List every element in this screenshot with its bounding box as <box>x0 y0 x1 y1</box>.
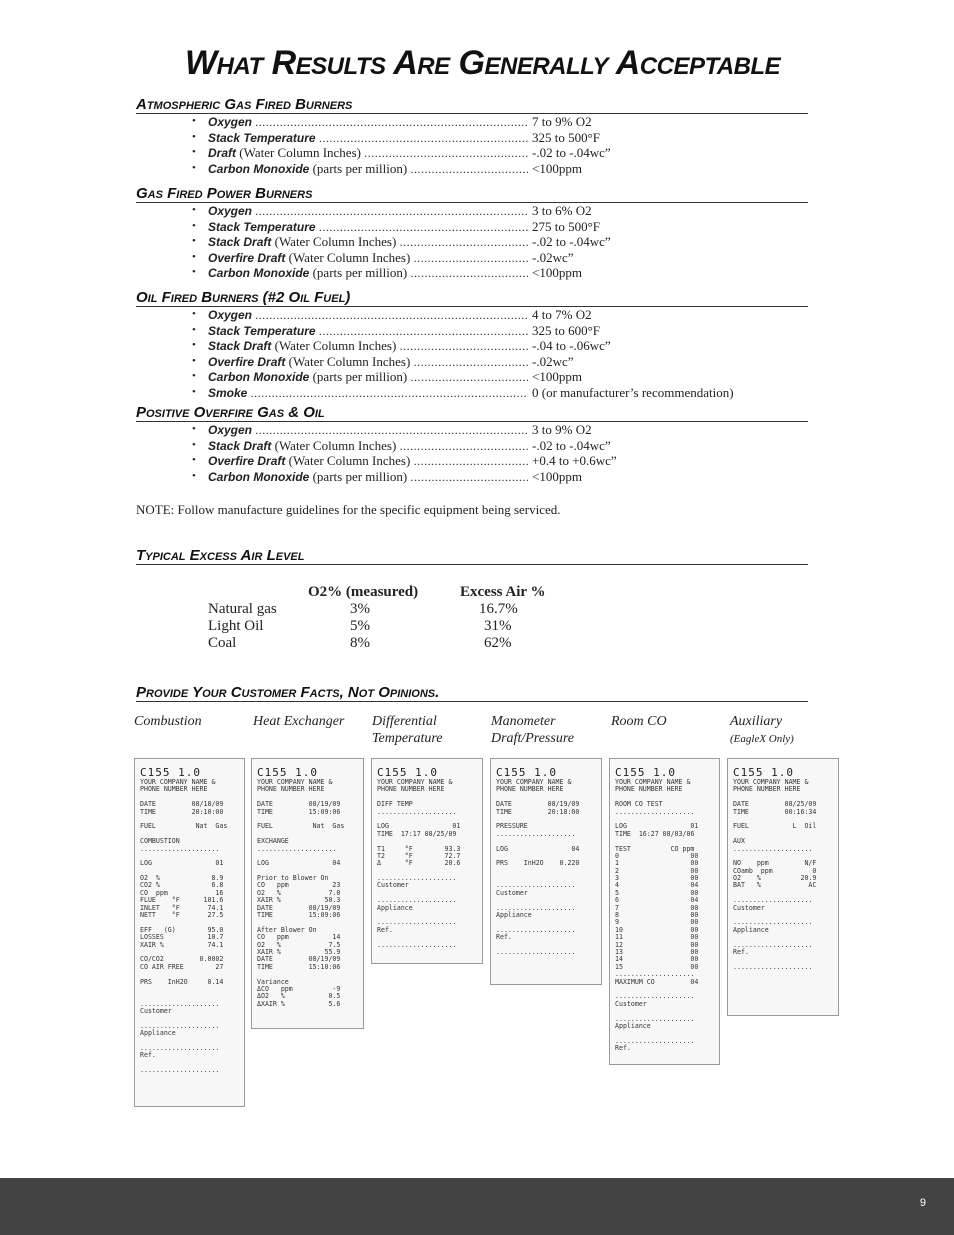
receipt-line: PHONE NUMBER HERE <box>615 785 683 794</box>
receipt-line: DATE 08/19/09 <box>496 800 580 809</box>
receipt-line: FUEL L Oil <box>733 822 817 831</box>
spec-label: Stack Temperature <box>208 219 316 234</box>
receipt-line: FUEL Nat Gas <box>140 822 228 831</box>
receipt-line: XAIR % 74.1 <box>140 940 224 949</box>
receipt-line: Ref. <box>377 925 393 934</box>
bullet-icon: • <box>192 161 196 174</box>
receipt-line: Appliance <box>140 1029 176 1038</box>
receipt-line: PHONE NUMBER HERE <box>377 785 445 794</box>
receipt-room-co <box>609 758 720 1065</box>
receipt-line: 13 00 <box>615 947 699 956</box>
spec-qualifier: (Water Column Inches) <box>271 338 397 353</box>
spec-row <box>136 422 808 438</box>
customer-facts-title: Provide Your Customer Facts, Not Opinions. <box>136 685 808 702</box>
receipt-line: CO2 % 6.8 <box>140 881 224 890</box>
spec-qualifier: (Water Column Inches) <box>271 437 397 453</box>
receipt-line: 11 00 <box>615 933 699 942</box>
receipt-line: O2 % 7.0 <box>257 888 341 897</box>
fuel-cell: Natural gas <box>208 601 277 617</box>
receipt-line: .................... <box>615 807 695 816</box>
spec-label: Overfire Draft <box>208 454 286 468</box>
receipt-differential-temperature <box>371 758 483 964</box>
receipt-line: .................... <box>140 844 220 853</box>
spec-label-line <box>208 265 528 282</box>
receipt-line: XAIR % 50.3 <box>257 896 341 905</box>
spec-label-line <box>208 338 528 355</box>
spec-value: -.02 to -.04wc” <box>532 145 611 160</box>
receipt-line: LOG 01 <box>615 822 699 831</box>
bullet-icon: • <box>192 370 196 382</box>
receipt-line: Customer <box>377 881 409 890</box>
receipt-line: .................... <box>140 1066 220 1075</box>
receipt-line: Ref. <box>496 933 512 942</box>
receipt-line: 15 00 <box>615 962 699 971</box>
receipt-line: Appliance <box>615 1021 651 1030</box>
receipt-line: T1 °F 93.3 <box>377 844 461 853</box>
spec-row <box>136 338 808 354</box>
spec-row <box>136 307 808 323</box>
receipt-line: YOUR COMPANY NAME & <box>140 778 216 786</box>
spec-label: Overfire Draft <box>208 250 286 265</box>
receipt-line: .................... <box>377 807 457 816</box>
receipt-line: Ref. <box>615 1044 631 1053</box>
bullet-icon: • <box>192 235 196 247</box>
spec-value: 4 to 7% O2 <box>532 307 592 322</box>
receipt-line: .................... <box>377 918 457 927</box>
receipt-line: .................... <box>257 844 337 853</box>
bullet-icon: • <box>192 146 196 158</box>
bullet-icon: • <box>192 323 196 336</box>
o2-cell: 5% <box>350 618 370 634</box>
receipt-line: PRESSURE <box>496 822 528 831</box>
spec-label: Smoke <box>208 385 248 400</box>
spec-label-line <box>208 354 528 371</box>
receipt-line: NO ppm N/F <box>733 859 817 868</box>
receipt-line: TIME 15:10:06 <box>257 962 341 971</box>
receipt-line: PRS InH2O 0.220 <box>496 859 580 868</box>
receipt-line: T2 °F 72.7 <box>377 851 461 860</box>
receipt-line: Δ °F 20.6 <box>377 859 461 868</box>
receipt-line: CO/CO2 0.0002 <box>140 955 224 964</box>
spec-value: +0.4 to +0.6wc” <box>532 453 617 468</box>
spec-label-line <box>208 145 528 162</box>
column-heading-differential-temperature: Differential Temperature <box>372 714 443 746</box>
spec-value: -.02 to -.04wc” <box>532 437 611 453</box>
receipt-line: INLET °F 74.1 <box>140 903 224 912</box>
spec-label-line <box>208 130 528 147</box>
receipt-line: AUX <box>733 837 745 846</box>
receipt-line: FUEL Nat Gas <box>257 822 345 831</box>
bullet-icon: • <box>192 438 196 451</box>
service-note: NOTE: Follow manufacture guidelines for the specific equipment being serviced. <box>136 502 561 517</box>
receipt-line: DATE 08/19/09 <box>257 955 341 964</box>
receipt-header: C155 1.0 <box>140 766 201 779</box>
column-heading-auxiliary <box>730 713 794 748</box>
spec-value: <100ppm <box>532 265 582 280</box>
excess-cell: 31% <box>484 618 512 634</box>
spec-value: 3 to 9% O2 <box>532 422 592 437</box>
bullet-icon: • <box>192 385 196 398</box>
receipt-line <box>140 986 239 993</box>
receipt-line: LOG 04 <box>496 844 580 853</box>
spec-label: Draft <box>208 146 237 160</box>
receipt-line: .................... <box>377 874 457 883</box>
column-heading-heat-exchanger: Heat Exchanger <box>253 714 345 729</box>
spec-value: <100ppm <box>532 468 582 484</box>
receipt-line: PHONE NUMBER HERE <box>257 785 325 794</box>
receipt-line: YOUR COMPANY NAME & <box>733 778 809 786</box>
receipt-line: .................... <box>615 1036 695 1045</box>
receipt-line: Customer <box>615 999 647 1008</box>
receipt-line: CO ppm 16 <box>140 888 224 897</box>
receipt-line: .................... <box>377 940 457 949</box>
spec-value: <100ppm <box>532 160 582 176</box>
spec-label: Stack Draft <box>208 438 272 453</box>
spec-value: 0 (or manufacturer’s recommendation) <box>532 384 734 400</box>
receipt-line: TIME 17:17 08/25/09 <box>377 829 457 838</box>
receipt-line: 0 00 <box>615 851 699 860</box>
receipt-line: 12 00 <box>615 940 699 949</box>
receipt-line: O2 % 20.9 <box>733 874 817 883</box>
receipt-line: Prior to Blower On <box>257 874 329 883</box>
fuel-cell: Light Oil <box>208 618 264 634</box>
spec-row <box>136 438 808 454</box>
spec-label: Oxygen <box>208 204 253 218</box>
spec-label: Carbon Monoxide <box>208 161 310 176</box>
receipt-line: YOUR COMPANY NAME & <box>377 778 453 786</box>
spec-label-line <box>208 469 528 486</box>
spec-label-line <box>208 323 528 340</box>
spec-label-line <box>208 161 528 178</box>
spec-label-line <box>208 422 528 439</box>
excess-air-column-header: Excess Air % <box>460 584 546 600</box>
receipt-line: ΔO2 % 0.5 <box>257 992 341 1001</box>
excess-cell: 16.7% <box>479 601 518 617</box>
receipt-line: Ref. <box>140 1051 156 1060</box>
receipt-line: CO ppm 23 <box>257 881 341 890</box>
receipt-line <box>496 868 596 875</box>
spec-label-line <box>208 307 528 324</box>
spec-label-line <box>208 250 528 267</box>
receipt-line: DATE 08/19/09 <box>257 903 341 912</box>
column-heading-combustion: Combustion <box>134 714 202 729</box>
receipt-line: LOSSES 10.7 <box>140 933 224 942</box>
section-title: Oil Fired Burners (#2 Oil Fuel) <box>136 290 808 307</box>
bullet-icon: • <box>192 469 196 482</box>
spec-row <box>136 453 808 469</box>
spec-qualifier: (Water Column Inches) <box>285 353 411 369</box>
receipt-line: .................... <box>377 896 457 905</box>
receipt-line: NETT °F 27.5 <box>140 911 224 920</box>
receipt-line: 14 00 <box>615 955 699 964</box>
page-title: What Results Are Generally Acceptable <box>185 44 781 82</box>
receipt-line: Customer <box>140 1007 172 1016</box>
bullet-icon: • <box>192 308 196 320</box>
spec-row <box>136 250 808 266</box>
excess-air-title: Typical Excess Air Level <box>136 548 808 565</box>
burner-section <box>136 405 808 484</box>
receipt-line: XAIR % 55.9 <box>257 947 341 956</box>
spec-label: Oxygen <box>208 308 253 322</box>
receipt-line: .................... <box>733 896 813 905</box>
spec-label-line <box>208 385 528 402</box>
spec-label: Stack Temperature <box>208 130 316 145</box>
receipt-manometer <box>490 758 602 985</box>
receipt-line: .................... <box>496 829 576 838</box>
receipt-line: Ref. <box>733 947 749 956</box>
spec-label-line <box>208 234 528 251</box>
spec-value: -.02wc” <box>532 353 574 369</box>
receipt-header: C155 1.0 <box>257 766 318 779</box>
receipt-line: DATE 08/18/09 <box>140 800 224 809</box>
spec-label-line <box>208 438 528 455</box>
receipt-line: CO ppm 14 <box>257 933 341 942</box>
receipt-line: .................... <box>615 970 695 979</box>
receipt-line: .................... <box>733 844 813 853</box>
receipt-line: Customer <box>496 888 528 897</box>
spec-qualifier: (Water Column Inches) <box>285 249 411 265</box>
spec-label: Oxygen <box>208 115 253 129</box>
receipt-line: ΔCO ppm -9 <box>257 984 341 993</box>
receipt-line: TIME 20:18:00 <box>496 807 580 816</box>
spec-label: Stack Temperature <box>208 323 316 338</box>
receipt-line: TIME 00:16:34 <box>733 807 817 816</box>
spec-label: Carbon Monoxide <box>208 370 310 384</box>
page-footer-bar <box>0 1178 954 1235</box>
bullet-icon: • <box>192 130 196 143</box>
spec-row <box>136 219 808 235</box>
receipt-line: FLUE °F 101.6 <box>140 896 224 905</box>
column-heading-room-co: Room CO <box>611 714 667 729</box>
receipt-line: .................... <box>140 999 220 1008</box>
receipt-line: DIFF TEMP <box>377 800 413 809</box>
spec-qualifier: (parts per million) <box>309 468 408 484</box>
spec-label-line <box>208 114 528 131</box>
spec-value: -.02 to -.04wc” <box>532 234 611 249</box>
receipt-header: C155 1.0 <box>496 766 557 779</box>
fuel-cell: Coal <box>208 635 237 651</box>
auxiliary-heading-text: Auxiliary <box>730 714 783 729</box>
receipt-line: PHONE NUMBER HERE <box>496 785 564 794</box>
receipt-line: .................... <box>496 903 576 912</box>
receipt-line: LOG 01 <box>377 822 461 831</box>
receipt-line: 6 04 <box>615 896 699 905</box>
spec-label: Stack Draft <box>208 235 272 249</box>
bullet-icon: • <box>192 454 196 466</box>
receipt-line: ΔXAIR % 5.6 <box>257 999 341 1008</box>
receipt-line: .................... <box>733 962 813 971</box>
burner-section <box>136 97 808 176</box>
spec-row <box>136 145 808 161</box>
receipt-line: After Blower On <box>257 925 317 934</box>
spec-label: Stack Draft <box>208 339 272 353</box>
receipt-line: CO AIR FREE 27 <box>140 962 224 971</box>
receipt-line: LOG 04 <box>257 859 341 868</box>
receipt-line: 10 00 <box>615 925 699 934</box>
receipt-line: 4 04 <box>615 881 699 890</box>
receipt-line: .................... <box>140 1044 220 1053</box>
spec-row <box>136 161 808 177</box>
receipt-line: .................... <box>140 1021 220 1030</box>
receipt-line: TIME 16:27 08/03/06 <box>615 829 695 838</box>
receipt-line: COMBUSTION <box>140 837 180 846</box>
receipt-line: .................... <box>615 992 695 1001</box>
bullet-icon: • <box>192 423 196 435</box>
spec-row <box>136 369 808 385</box>
receipt-line: Appliance <box>496 911 532 920</box>
receipt-line <box>733 831 833 838</box>
receipt-line: 8 00 <box>615 911 699 920</box>
spec-label-line <box>208 219 528 236</box>
section-title: Gas Fired Power Burners <box>136 186 808 203</box>
spec-qualifier: (Water Column Inches) <box>271 234 397 249</box>
receipt-line: .................... <box>496 881 576 890</box>
auxiliary-subheading: (EagleX Only) <box>730 733 794 745</box>
spec-row <box>136 323 808 339</box>
o2-cell: 3% <box>350 601 370 617</box>
receipt-auxiliary <box>727 758 839 1016</box>
receipt-line: YOUR COMPANY NAME & <box>615 778 691 786</box>
burner-section <box>136 186 808 281</box>
spec-label: Carbon Monoxide <box>208 266 310 280</box>
spec-value: 325 to 600°F <box>532 322 601 338</box>
spec-qualifier: (Water Column Inches) <box>236 145 361 160</box>
bullet-icon: • <box>192 115 196 127</box>
page-number: 9 <box>919 1197 926 1209</box>
spec-row <box>136 265 808 281</box>
spec-label: Carbon Monoxide <box>208 469 310 484</box>
receipt-line: Appliance <box>377 903 413 912</box>
receipt-line: DATE 08/19/09 <box>257 800 341 809</box>
receipt-line: .................... <box>496 947 576 956</box>
spec-label-line <box>208 453 528 470</box>
receipt-line: .................... <box>615 1014 695 1023</box>
spec-row <box>136 130 808 146</box>
spec-value: 275 to 500°F <box>532 218 601 234</box>
receipt-header: C155 1.0 <box>615 766 676 779</box>
receipt-line: TIME 15:09:06 <box>257 807 341 816</box>
spec-row <box>136 114 808 130</box>
spec-value: 325 to 500°F <box>532 129 601 145</box>
spec-qualifier: (parts per million) <box>309 160 408 176</box>
spec-value: 3 to 6% O2 <box>532 203 592 218</box>
receipt-line: 3 00 <box>615 874 699 883</box>
spec-qualifier: (Water Column Inches) <box>285 453 411 468</box>
receipt-line: 7 00 <box>615 903 699 912</box>
spec-value: 7 to 9% O2 <box>532 114 592 129</box>
bullet-icon: • <box>192 339 196 351</box>
receipt-line: O2 % 7.5 <box>257 940 341 949</box>
receipt-line: LOG 01 <box>140 859 224 868</box>
receipt-line: 5 00 <box>615 888 699 897</box>
spec-label-line <box>208 203 528 220</box>
bullet-icon: • <box>192 204 196 216</box>
receipt-line: YOUR COMPANY NAME & <box>496 778 572 786</box>
spec-label: Overfire Draft <box>208 354 286 369</box>
spec-value: -.04 to -.06wc” <box>532 338 611 353</box>
receipt-line: .................... <box>733 940 813 949</box>
receipt-line: TIME 20:10:00 <box>140 807 224 816</box>
receipt-line: COamb ppm 0 <box>733 866 817 875</box>
receipt-header: C155 1.0 <box>733 766 794 779</box>
spec-qualifier: (parts per million) <box>309 265 408 280</box>
customer-facts-section <box>136 685 808 702</box>
receipt-line: 9 00 <box>615 918 699 927</box>
receipt-line: DATE 08/25/09 <box>733 800 817 809</box>
section-title: Atmospheric Gas Fired Burners <box>136 97 808 114</box>
o2-column-header: O2% (measured) <box>308 584 419 600</box>
receipt-line: PHONE NUMBER HERE <box>733 785 801 794</box>
receipt-line: TEST CO ppm <box>615 844 695 853</box>
spec-value: -.02wc” <box>532 249 574 265</box>
spec-label-line <box>208 369 528 386</box>
receipt-line: PHONE NUMBER HERE <box>140 785 208 794</box>
receipt-line: TIME 15:09:06 <box>257 911 341 920</box>
receipt-line: Variance <box>257 977 289 986</box>
bullet-icon: • <box>192 250 196 263</box>
receipt-line: .................... <box>615 1058 695 1065</box>
receipt-line: 1 00 <box>615 859 699 868</box>
receipt-line: BAT % AC <box>733 881 817 890</box>
spec-row <box>136 354 808 370</box>
bullet-icon: • <box>192 219 196 232</box>
excess-cell: 62% <box>484 635 512 651</box>
receipt-combustion <box>134 758 245 1107</box>
spec-value: <100ppm <box>532 369 582 384</box>
bullet-icon: • <box>192 266 196 278</box>
receipt-line: MAXIMUM CO 04 <box>615 977 699 986</box>
receipt-heat-exchanger <box>251 758 364 1029</box>
excess-air-section <box>136 548 808 565</box>
receipt-line: 2 00 <box>615 866 699 875</box>
receipt-line: .................... <box>496 925 576 934</box>
spec-qualifier: (parts per million) <box>309 369 408 384</box>
receipt-line: ROOM CO TEST <box>615 800 663 809</box>
receipt-line: Customer <box>733 903 765 912</box>
section-title: Positive Overfire Gas & Oil <box>136 405 808 422</box>
o2-cell: 8% <box>350 635 370 651</box>
receipt-line: YOUR COMPANY NAME & <box>257 778 333 786</box>
column-heading-manometer: Manometer Draft/Pressure <box>491 714 574 746</box>
receipt-line: PRS InH2O 0.14 <box>140 977 224 986</box>
receipt-line: Appliance <box>733 925 769 934</box>
receipt-line: O2 % 8.9 <box>140 874 224 883</box>
spec-label: Oxygen <box>208 423 253 437</box>
receipt-header: C155 1.0 <box>377 766 438 779</box>
bullet-icon: • <box>192 354 196 367</box>
spec-row <box>136 385 808 401</box>
receipt-line: .................... <box>733 918 813 927</box>
spec-row <box>136 469 808 485</box>
spec-row <box>136 203 808 219</box>
spec-row <box>136 234 808 250</box>
receipt-line: EXCHANGE <box>257 837 289 846</box>
burner-section <box>136 290 808 400</box>
receipt-line: EFF (G) 95.0 <box>140 925 224 934</box>
